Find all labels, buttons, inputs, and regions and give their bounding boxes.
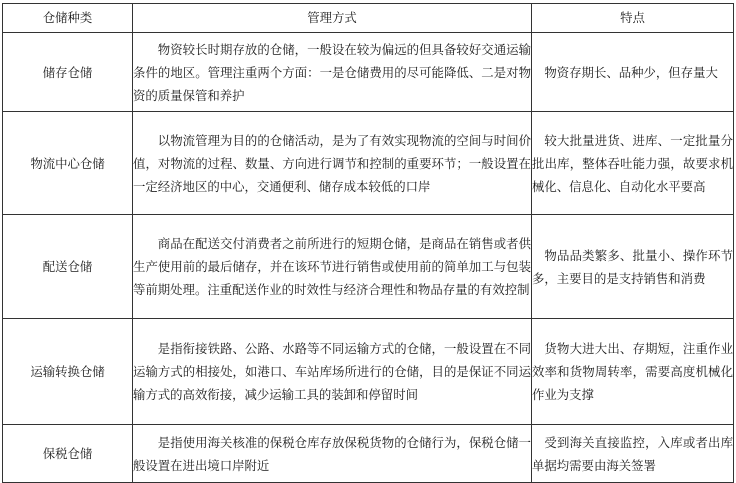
management-cell: 商品在配送交付消费者之前所进行的短期仓储，是商品在销售或者供生产使用前的最后储存，并在该环节进行销售或使用前的简单加工与包装等前期处理。注重配送作业的时效性与经济合理性和物品存量的有效控制 [133,215,532,319]
management-cell: 是指衔接铁路、公路、水路等不同运输方式的仓储，一般设置在不同运输方式的相接处，如港口、车站库场所进行的仓储，目的是保证不同运输方式的高效衔接，减少运输工具的装卸和停留时间 [133,319,532,425]
management-cell: 以物流管理为目的的仓储活动，是为了有效实现物流的空间与时间价值，对物流的过程、数量、方向进行调节和控制的重要环节；一般设置在一定经济地区的中心，交通便利、储存成本较低的口岸 [133,112,532,215]
table-row [3,319,734,425]
management-cell: 是指使用海关核准的保税仓库存放保税货物的仓储行为，保税仓储一般设置在进出境口岸附近 [133,425,532,483]
header-storage-type: 仓储种类 [3,4,133,33]
features-cell: 较大批量进货、进库、一定批量分批出库，整体吞吐能力强，故要求机械化、信息化、自动化水平要高 [532,112,734,215]
storage-type-cell: 配送仓储 [3,215,133,319]
table-row [3,425,734,483]
storage-types-table [2,3,734,483]
table-header-row [3,4,734,33]
table-row [3,33,734,112]
management-cell: 物资较长时期存放的仓储，一般设在较为偏远的但具备较好交通运输条件的地区。管理注重两个方面：一是仓储费用的尽可能降低、二是对物资的质量保管和养护 [133,33,532,112]
features-cell: 受到海关直接监控，入库或者出库单据均需要由海关签署 [532,425,734,483]
header-management-method: 管理方式 [133,4,532,33]
table-row [3,215,734,319]
storage-type-cell: 运输转换仓储 [3,319,133,425]
storage-type-cell: 物流中心仓储 [3,112,133,215]
features-cell: 货物大进大出、存期短，注重作业效率和货物周转率，需要高度机械化作业为支撑 [532,319,734,425]
features-cell: 物资存期长、品种少，但存量大 [532,33,734,112]
table-row [3,112,734,215]
storage-type-cell: 保税仓储 [3,425,133,483]
storage-type-cell: 储存仓储 [3,33,133,112]
features-cell: 物品品类繁多、批量小、操作环节多，主要目的是支持销售和消费 [532,215,734,319]
header-features: 特点 [532,4,734,33]
